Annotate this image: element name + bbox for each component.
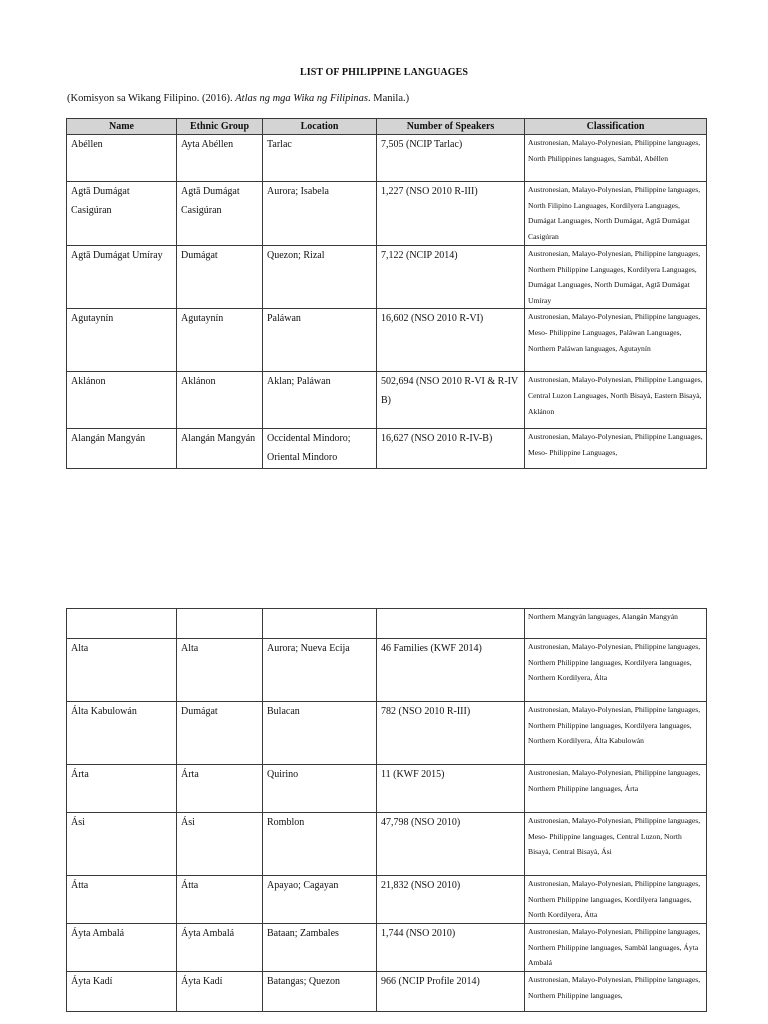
cell-speakers: 47,798 (NSO 2010) — [377, 813, 525, 876]
cell-location: Quezon; Rizal — [263, 246, 377, 309]
cell-location: Aurora; Isabela — [263, 182, 377, 246]
table-row — [67, 813, 707, 876]
header-number-of-speakers: Number of Speakers — [377, 119, 525, 135]
cell-name: Agtā Dumágat Umíray — [67, 246, 177, 309]
cell-name: Árta — [67, 765, 177, 813]
cell-ethnic-group: Áyta Ambalá — [177, 924, 263, 972]
table-row — [67, 876, 707, 924]
cell-speakers: 46 Families (KWF 2014) — [377, 639, 525, 702]
cell-ethnic-group: Agutaynín — [177, 309, 263, 372]
cell-ethnic-group: Agtā Dumágat Casigúran — [177, 182, 263, 246]
table-row — [67, 702, 707, 765]
header-classification: Classification — [525, 119, 707, 135]
table-row — [67, 765, 707, 813]
header-name: Name — [67, 119, 177, 135]
cell-ethnic-group: Árta — [177, 765, 263, 813]
cell-classification: Austronesian, Malayo-Polynesian, Philippine languages, Meso- Philippine Languages, Paláwan Languages, Northern Paláwan languages, Agutaynín — [525, 309, 707, 372]
cell-speakers: 1,227 (NSO 2010 R-III) — [377, 182, 525, 246]
cell-ethnic-group: Alangán Mangyán — [177, 429, 263, 469]
cell-location: Aurora; Nueva Ecija — [263, 639, 377, 702]
cell-classification: Austronesian, Malayo-Polynesian, Philippine Languages, Central Luzon Languages, North Bisayà, Eastern Bisayà, Aklánon — [525, 372, 707, 429]
cell-classification: Austronesian, Malayo-Polynesian, Philippine languages, Meso- Philippine languages, Central Luzon, North Bisayà, Central Bisayà, Ási — [525, 813, 707, 876]
cell-location: Occidental Mindoro; Oriental Mindoro — [263, 429, 377, 469]
header-ethnic-group: Ethnic Group — [177, 119, 263, 135]
cell-name: Ási — [67, 813, 177, 876]
cell-speakers — [377, 609, 525, 639]
cell-classification: Austronesian, Malayo-Polynesian, Philippine languages, North Filipino Languages, Kordilyera Languages, Dumágat Languages, North Dumágat, Agtā Dumágat Casigúran — [525, 182, 707, 246]
cell-location: Quirino — [263, 765, 377, 813]
cell-name: Alta — [67, 639, 177, 702]
table-row — [67, 246, 707, 309]
cell-classification: Austronesian, Malayo-Polynesian, Philippine languages, Northern Philippine languages, Kordilyera languages, North Kordilyera, Átta — [525, 876, 707, 924]
cell-location: Bulacan — [263, 702, 377, 765]
cell-name: Áyta Ambalá — [67, 924, 177, 972]
cell-location: Tarlac — [263, 135, 377, 182]
cell-classification: Austronesian, Malayo-Polynesian, Philippine languages, Northern Philippine Languages, Kordilyera Languages, Dumágat Languages, North Dumágat, Agtā Dumágat Umíray — [525, 246, 707, 309]
cell-speakers: 502,694 (NSO 2010 R-VI & R-IV B) — [377, 372, 525, 429]
cell-classification: Austronesian, Malayo-Polynesian, Philippine Languages, Meso- Philippine Languages, — [525, 429, 707, 469]
table-row — [67, 972, 707, 1012]
table-row — [67, 639, 707, 702]
table-row — [67, 372, 707, 429]
cell-speakers: 16,627 (NSO 2010 R-IV-B) — [377, 429, 525, 469]
cell-name: Agtā Dumágat Casigúran — [67, 182, 177, 246]
header-location: Location — [263, 119, 377, 135]
document-title: LIST OF PHILIPPINE LANGUAGES — [299, 67, 469, 78]
cell-speakers: 782 (NSO 2010 R-III) — [377, 702, 525, 765]
cell-location: Aklan; Paláwan — [263, 372, 377, 429]
cell-classification: Austronesian, Malayo-Polynesian, Philippine languages, North Philippines languages, Sambàl, Abéllen — [525, 135, 707, 182]
table-row — [67, 135, 707, 182]
citation-suffix: . Manila.) — [367, 93, 410, 104]
cell-location: Batangas; Quezon — [263, 972, 377, 1012]
cell-ethnic-group: Dumágat — [177, 246, 263, 309]
table-header-row — [67, 119, 707, 135]
cell-name: Agutaynín — [67, 309, 177, 372]
cell-speakers: 7,122 (NCIP 2014) — [377, 246, 525, 309]
cell-location: Paláwan — [263, 309, 377, 372]
table-row — [67, 609, 707, 639]
languages-table-page-2 — [66, 608, 707, 1012]
cell-ethnic-group — [177, 609, 263, 639]
cell-ethnic-group: Ási — [177, 813, 263, 876]
cell-name: Álta Kabulowán — [67, 702, 177, 765]
cell-ethnic-group: Átta — [177, 876, 263, 924]
languages-table-page-1 — [66, 118, 707, 469]
cell-classification: Austronesian, Malayo-Polynesian, Philippine languages, Northern Philippine languages, Kordilyera languages, Northern Kordilyera, Álta — [525, 639, 707, 702]
table-row — [67, 182, 707, 246]
cell-name — [67, 609, 177, 639]
cell-location: Apayao; Cagayan — [263, 876, 377, 924]
cell-name: Aklánon — [67, 372, 177, 429]
cell-ethnic-group: Ayta Abéllen — [177, 135, 263, 182]
cell-name: Abéllen — [67, 135, 177, 182]
cell-name: Alangán Mangyán — [67, 429, 177, 469]
cell-speakers: 1,744 (NSO 2010) — [377, 924, 525, 972]
cell-name: Átta — [67, 876, 177, 924]
table-row — [67, 924, 707, 972]
cell-speakers: 16,602 (NSO 2010 R-VI) — [377, 309, 525, 372]
table-row — [67, 309, 707, 372]
cell-classification: Austronesian, Malayo-Polynesian, Philippine languages, Northern Philippine languages, Sambàl languages, Áyta Ambalá — [525, 924, 707, 972]
cell-speakers: 21,832 (NSO 2010) — [377, 876, 525, 924]
cell-location: Romblon — [263, 813, 377, 876]
cell-speakers: 966 (NCIP Profile 2014) — [377, 972, 525, 1012]
cell-speakers: 7,505 (NCIP Tarlac) — [377, 135, 525, 182]
cell-ethnic-group: Aklánon — [177, 372, 263, 429]
cell-classification: Austronesian, Malayo-Polynesian, Philippine languages, Northern Philippine languages, — [525, 972, 707, 1012]
cell-name: Áyta Kadí — [67, 972, 177, 1012]
cell-classification: Austronesian, Malayo-Polynesian, Philippine languages, Northern Philippine languages, Árta — [525, 765, 707, 813]
citation-title: Atlas ng mga Wika ng Filipinas — [235, 93, 368, 104]
cell-classification: Northern Mangyán languages, Alangán Mangyán — [525, 609, 707, 639]
cell-location — [263, 609, 377, 639]
table-row — [67, 429, 707, 469]
cell-location: Bataan; Zambales — [263, 924, 377, 972]
citation — [67, 93, 409, 104]
cell-ethnic-group: Dumágat — [177, 702, 263, 765]
cell-ethnic-group: Alta — [177, 639, 263, 702]
cell-classification: Austronesian, Malayo-Polynesian, Philippine languages, Northern Philippine languages, Kordilyera languages, Northern Kordilyera, Álta Kabulowán — [525, 702, 707, 765]
cell-speakers: 11 (KWF 2015) — [377, 765, 525, 813]
citation-prefix: (Komisyon sa Wikang Filipino. (2016). — [67, 93, 236, 104]
cell-ethnic-group: Áyta Kadí — [177, 972, 263, 1012]
